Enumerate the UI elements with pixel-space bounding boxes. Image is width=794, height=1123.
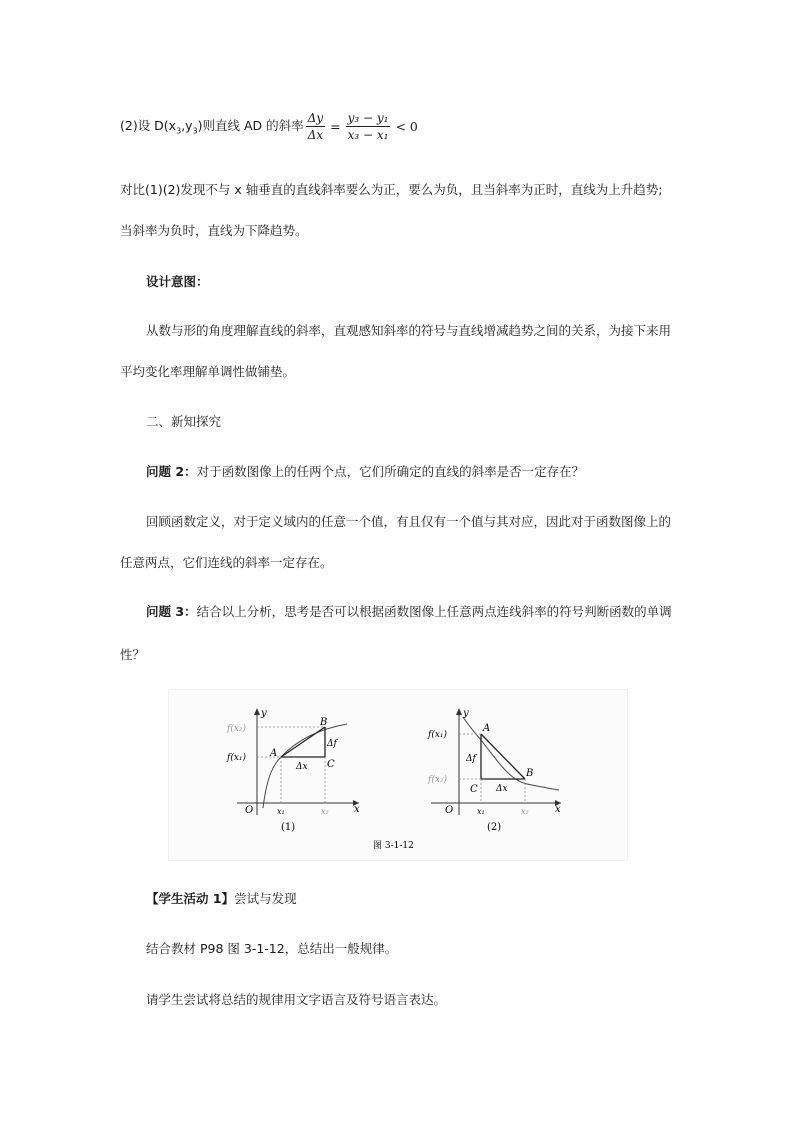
figure-1-increasing [226,708,360,833]
slope-formula-row [120,104,421,148]
activity-line-1: 结合教材 P98 图 3-1-12，总结出一般规律。 [146,941,398,956]
fig1-caption: (1) [281,822,296,833]
design-intent-title: 设计意图： [146,274,209,289]
fig2-point-A: A [483,723,491,734]
question-3-text: 结合以上分析，思考是否可以根据函数图像上任意两点连线斜率的符号判断函数的单调 [196,604,672,619]
student-activity-1 [146,889,297,907]
question-2 [146,462,584,480]
fig1-y-arrow-icon [254,708,260,715]
fig2-fx1-label: f(x₁) [428,730,448,740]
fig2-delta-x: Δx [496,784,508,794]
activity-title: 尝试与发现 [234,891,297,906]
question-2-label: 问题 2： [146,464,197,479]
slope-fraction: $\frac{\text{y₃ − y₁}}{\text{x₃ − x₁}}$ [347,110,389,142]
less-than-zero: < 0 [395,118,418,134]
activity-line-2: 请学生尝试将总结的规律用文字语言及符号语言表达。 [146,992,447,1007]
fig1-fx1-label: f(x₁) [227,753,247,763]
design-intent-line-2: 平均变化率理解单调性做铺垫。 [120,364,296,379]
fig2-y-arrow-icon [456,708,462,715]
fig2-delta-f: Δf [466,754,476,764]
fig2-x2-label: x₂ [521,807,529,816]
compare-line-1: 对比(1)(2)发现不与 x 轴垂直的直线斜率要么为正，要么为负，且当斜率为正时，直线为上升趋势; [120,182,663,197]
fig2-origin-label: O [445,805,454,816]
design-intent-line-1: 从数与形的角度理解直线的斜率，直观感知斜率的符号与直线增减趋势之间的关系，为接下来用 [146,323,672,338]
fig1-point-A: A [270,748,278,759]
fig2-point-C: C [470,784,478,795]
fig1-fx2-label: f(x₂) [227,724,247,734]
dy-over-dx: $\frac{\Delta y}{\Delta x}$ [307,110,324,142]
fig2-point-B: B [526,768,534,779]
review-line-2: 任意两点，它们连线的斜率一定存在。 [120,555,333,570]
compare-line-2: 当斜率为负时，直线为下降趋势。 [120,223,308,238]
figure-3-1-12 [168,689,628,861]
fig1-delta-f: Δf [327,739,337,749]
fig2-x-label: x [555,804,561,815]
section-heading-new-knowledge: 二、新知探究 [146,414,222,429]
fig1-x2-label: x₂ [321,807,329,816]
fig1-delta-x: Δx [296,762,308,772]
question-2-text: 对于函数图像上的任两个点，它们所确定的直线的斜率是否一定存在？ [196,464,585,479]
fig1-point-C: C [327,759,335,770]
figure-caption: 图 3-1-12 [373,841,414,851]
fig2-y-label: y [463,708,469,719]
fig1-x-label: x [354,804,360,815]
fig1-origin-label: O [245,805,254,816]
review-line-1: 回顾函数定义，对于定义域内的任意一个值，有且仅有一个值与其对应，因此对于函数图像上的 [146,514,672,529]
formula-prefix: (2)设 $D(x_3,y_3)$则直线 AD 的斜率 [120,118,304,136]
fig2-fx2-label: f(x₂) [428,775,448,785]
question-3-line-2: 性？ [120,647,146,662]
fig1-y-label: y [261,708,267,719]
fig2-secant-AB [481,734,525,779]
figure-svg [169,690,627,860]
equals-sign: = [330,118,341,134]
question-3-label: 问题 3： [146,604,197,619]
fig1-point-B: B [320,717,328,728]
figure-2-decreasing [427,708,561,833]
activity-label: 【学生活动 1】 [146,891,235,906]
fig1-secant-AB [281,727,325,757]
fig1-x1-label: x₁ [277,807,285,816]
fig2-caption: (2) [487,822,502,833]
question-3 [146,602,672,620]
fig2-x1-label: x₁ [477,807,485,816]
